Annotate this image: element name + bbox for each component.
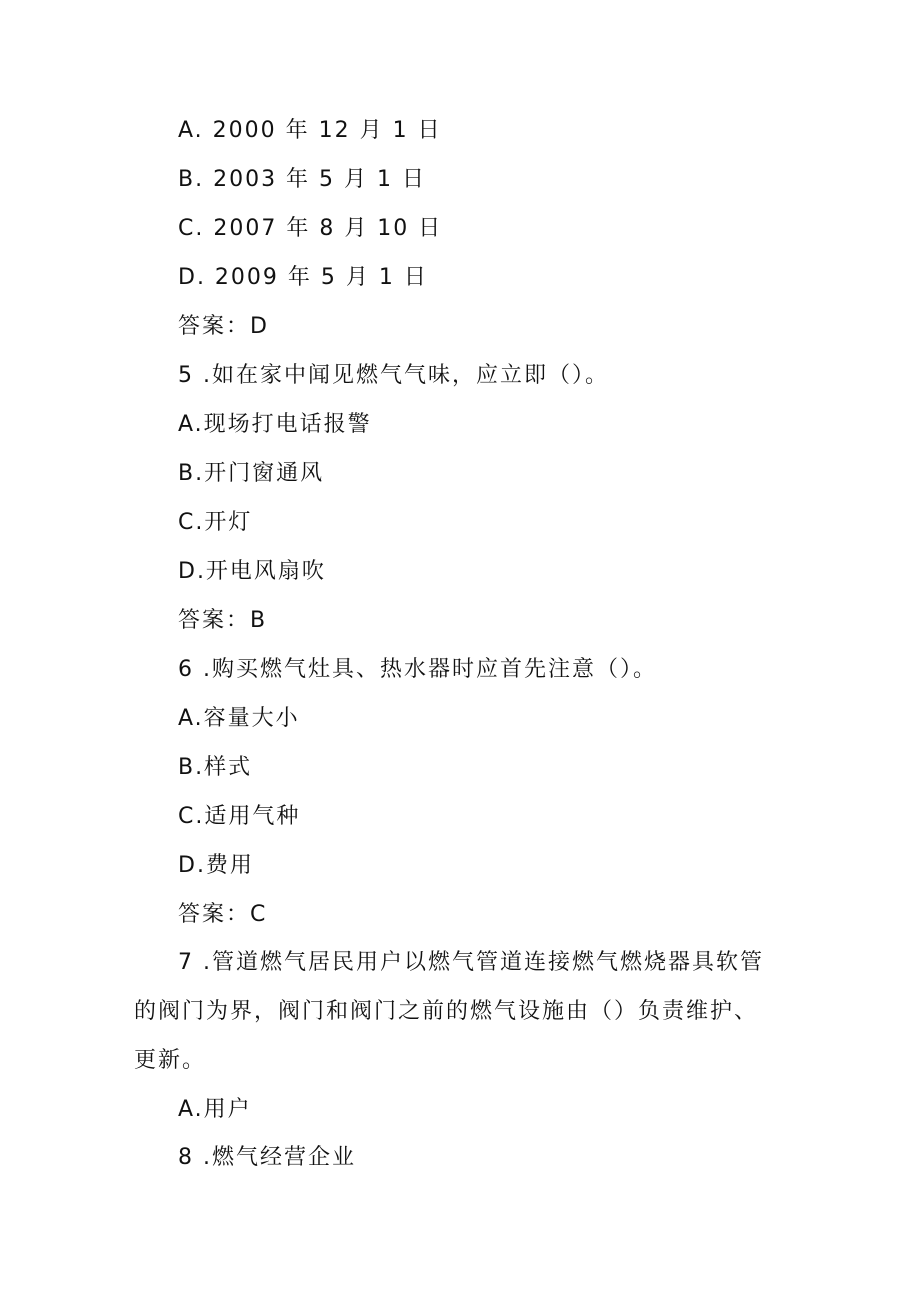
option-line: D.开电风扇吹 — [178, 559, 326, 584]
option-line: D. 2009 年 5 月 1 日 — [178, 265, 428, 290]
question-line: 7 .管道燃气居民用户以燃气管道连接燃气燃烧器具软管 — [178, 950, 764, 975]
answer-line: 答案：D — [178, 314, 269, 339]
option-line: A. 2000 年 12 月 1 日 — [178, 118, 442, 143]
option-line: A.现场打电话报警 — [178, 412, 372, 437]
question-line: 更新。 — [134, 1048, 207, 1073]
option-line: B.样式 — [178, 755, 253, 780]
option-line: B. 2003 年 5 月 1 日 — [178, 167, 427, 192]
option-line: B.开门窗通风 — [178, 461, 325, 486]
option-line: A.容量大小 — [178, 706, 300, 731]
option-line: A.用户 — [178, 1097, 252, 1122]
option-line: C. 2007 年 8 月 10 日 — [178, 216, 443, 241]
answer-line: 答案：C — [178, 902, 268, 927]
option-line: 8 .燃气经营企业 — [178, 1145, 356, 1170]
answer-line: 答案：B — [178, 608, 268, 633]
question-line: 6 .购买燃气灶具、热水器时应首先注意（）。 — [178, 657, 657, 682]
question-line: 的阀门为界，阀门和阀门之前的燃气设施由（）负责维护、 — [134, 999, 759, 1024]
option-line: C.适用气种 — [178, 804, 301, 829]
option-line: D.费用 — [178, 853, 254, 878]
option-line: C.开灯 — [178, 510, 253, 535]
question-line: 5 .如在家中闻见燃气气味，应立即（）。 — [178, 363, 609, 388]
